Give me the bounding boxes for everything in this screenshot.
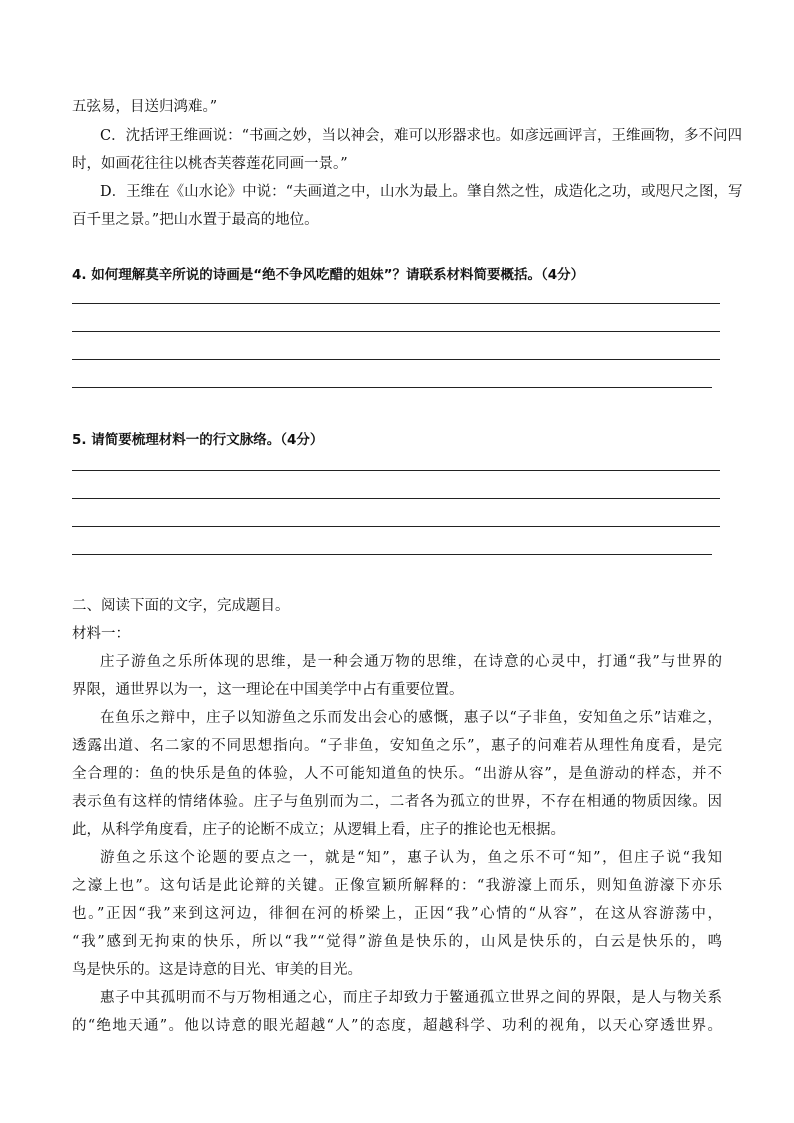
body-line: 游鱼之乐这个论题的要点之一，就是“知”，惠子认为，鱼之乐不可“知”，但庄子说“我知: [100, 850, 722, 866]
answer-line[interactable]: [72, 331, 720, 332]
answer-line[interactable]: [72, 554, 712, 555]
answer-line[interactable]: [72, 498, 720, 499]
body-line: 惠子中其孤明而不与万物相通之心，而庄子却致力于鳘通孤立世界之间的界限，是人与物关系: [100, 990, 722, 1006]
body-line: 全合理的：鱼的快乐是鱼的体验，人不可能知道鱼的快乐。“出游从容”，是鱼游动的样态，并不: [72, 766, 722, 782]
option-c-line-1: C．沈括评王维画说：“书画之妙，当以神会，难可以形器求也。如彦远画评言，王维画物，多不问四: [100, 128, 743, 144]
body-line: “我”感到无拘束的快乐，所以“我”“觉得”游鱼是快乐的，山风是快乐的，白云是快乐的，鸣: [72, 934, 722, 950]
option-b-continuation: 五弦易，目送归鸿难。”: [72, 99, 218, 115]
answer-line[interactable]: [72, 470, 720, 471]
body-line: 鸟是快乐的。这是诗意的目光、审美的目光。: [72, 962, 362, 978]
question-4: 4. 如何理解莫辛所说的诗画是“绝不争风吃醋的姐妹”？请联系材料简要概括。（4分）: [72, 267, 585, 283]
answer-line[interactable]: [72, 526, 720, 527]
answer-line[interactable]: [72, 387, 712, 388]
material-label: 材料一：: [72, 626, 130, 642]
answer-line[interactable]: [72, 303, 720, 304]
option-d-line-1: D．王维在《山水论》中说：“夫画道之中，山水为最上。肇自然之性，成造化之功，或咫尺之图，写: [100, 184, 743, 200]
body-line: 的“绝地天通”。他以诗意的眼光超越“人”的态度，超越科学、功利的视角，以天心穿透世界。: [72, 1018, 722, 1034]
question-5: 5. 请简要梳理材料一的行文脉络。（4分）: [72, 432, 324, 448]
body-line: 透露出道、名二家的不同思想指向。“子非鱼，安知鱼之乐”，惠子的问难若从理性角度看，是完: [72, 738, 722, 754]
body-line: 表示鱼有这样的情绪体验。庄子与鱼别而为二，二者各为孤立的世界，不存在相通的物质因缘。因: [72, 794, 722, 810]
body-line: 也。”正因“我”来到这河边，徘徊在河的桥梁上，正因“我”心情的“从容”，在这从容游荡中，: [72, 906, 722, 922]
body-line: 之濠上也”。这句话是此论辩的关键。正像宣颖所解释的：“我游濠上而乐，则知鱼游濠下亦乐: [72, 878, 722, 894]
body-line: 在鱼乐之辩中，庄子以知游鱼之乐而发出会心的感慨，惠子以“子非鱼，安知鱼之乐”诘难之，: [100, 710, 722, 726]
answer-line[interactable]: [72, 359, 720, 360]
body-line: 庄子游鱼之乐所体现的思维，是一种会通万物的思维，在诗意的心灵中，打通“我”与世界的: [100, 654, 722, 670]
section-2-heading: 二、阅读下面的文字，完成题目。: [72, 598, 290, 614]
body-line: 界限，通世界以为一，这一理论在中国美学中占有重要位置。: [72, 682, 464, 698]
option-d-line-2: 百千里之景。”把山水置于最高的地位。: [72, 212, 319, 228]
option-c-line-2: 时，如画花往往以桃杏芙蓉莲花同画一景。”: [72, 156, 348, 172]
body-line: 此，从科学角度看，庄子的论断不成立；从逻辑上看，庄子的推论也无根据。: [72, 822, 565, 838]
